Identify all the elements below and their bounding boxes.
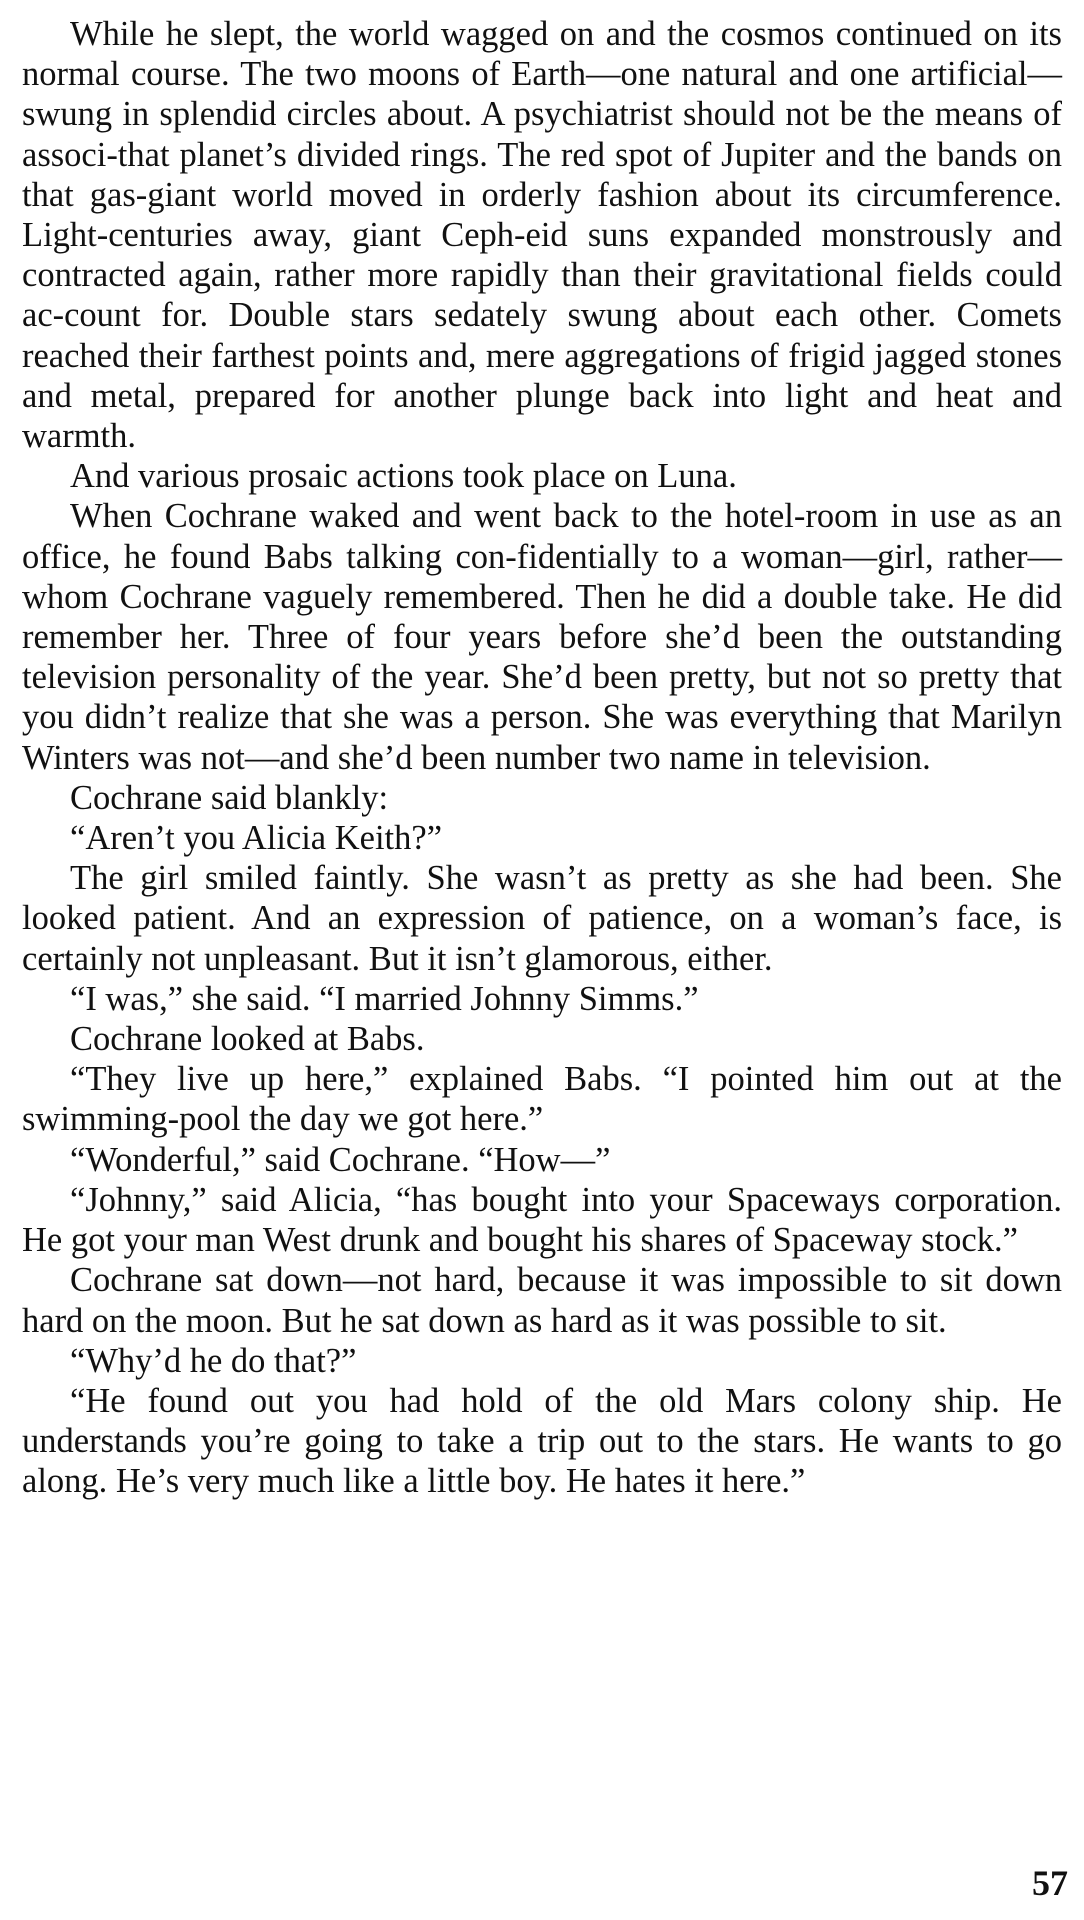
paragraph-11: “Johnny,” said Alicia, “has bought into your Spaceways corporation. He got your man West drunk and bought his shares of Spaceway stock.” [22, 1180, 1062, 1260]
paragraph-1: While he slept, the world wagged on and the cosmos continued on its normal course. The two moons of Earth—one natural and one artificial—swung in splendid circles about. A psychiatrist should not be the means of associ-that planet’s divided rings. The red spot of Jupiter and the bands on that gas-giant world moved in orderly fashion about its circumference. Light-centuries away, giant Ceph-eid suns expanded monstrously and contracted again, rather more rapidly than their gravitational fields could ac-count for. Double stars sedately swung about each other. Comets reached their farthest points and, mere aggregations of frigid jagged stones and metal, prepared for another plunge back into light and heat and warmth. [22, 15, 1062, 456]
paragraph-9: “They live up here,” explained Babs. “I pointed him out at the swimming-pool the day we got here.” [22, 1060, 1062, 1139]
paragraph-12: Cochrane sat down—not hard, because it was impossible to sit down hard on the moon. But he sat down as hard as it was possible to sit. [22, 1261, 1062, 1340]
paragraph-7: “I was,” she said. “I married Johnny Simms.” [70, 979, 699, 1018]
paragraph-6: The girl smiled faintly. She wasn’t as pretty as she had been. She looked patient. And an expression of patience, on a woman’s face, is certainly not unpleasant. But it isn’t glamorous, either. [22, 859, 1062, 978]
paragraph-5: “Aren’t you Alicia Keith?” [70, 819, 443, 858]
paragraph-2: And various prosaic actions took place on Luna. [70, 457, 737, 496]
paragraph-13: “Why’d he do that?” [70, 1341, 357, 1380]
page-number: 57 [1032, 1863, 1068, 1903]
paragraph-10: “Wonderful,” said Cochrane. “How—” [70, 1140, 611, 1179]
page-body [22, 14, 1062, 1502]
paragraph-4: Cochrane said blankly: [70, 778, 389, 817]
paragraph-3: When Cochrane waked and went back to the hotel-room in use as an office, he found Babs talking con-fidentially to a woman—girl, rather—whom Cochrane vaguely remembered. Then he did a double take. He did remember her. Three of four years before she’d been the outstanding television personality of the year. She’d been pretty, but not so pretty that you didn’t realize that she was a person. She was everything that Marilyn Winters was not—and she’d been number two name in television. [22, 497, 1062, 777]
paragraph-14: “He found out you had hold of the old Mars colony ship. He understands you’re going to take a trip out to the stars. He wants to go along. He’s very much like a little boy. He hates it here.” [22, 1381, 1062, 1501]
paragraph-8: Cochrane looked at Babs. [70, 1020, 425, 1059]
